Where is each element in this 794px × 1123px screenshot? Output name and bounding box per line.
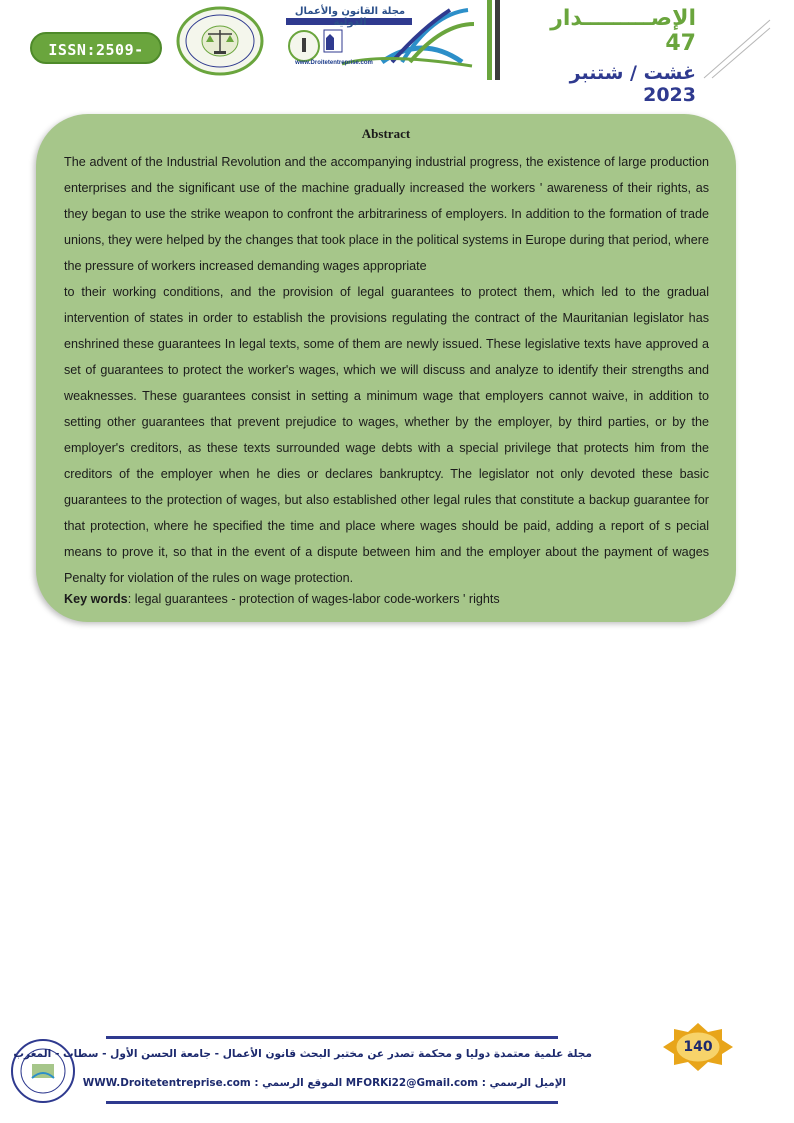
footer-contact-info: الإميل الرسمي : MFORKi22@Gmail.com الموقع الرسمي : WWW.Droitetentreprise.com bbox=[82, 1077, 566, 1089]
page-number: 140 bbox=[683, 1039, 713, 1055]
abstract-body bbox=[64, 149, 709, 591]
lab-seal-logo-icon bbox=[176, 6, 264, 76]
abstract-paragraph-1: The advent of the Industrial Revolution and the accompanying industrial progress, the existence of large production enterprises and the significant use of the machine gradually increased the workers ' awareness of their rights, as they began to use the strike weapon to confront the arbitrariness of employers. In addition to the formation of trade unions, they were helped by the changes that took place in the political systems in Europe during that period, where the pressure of workers increased demanding wages appropriate bbox=[64, 155, 709, 273]
dark-bar bbox=[495, 0, 500, 80]
issue-date: غشت / شتنبر 2023 bbox=[569, 62, 696, 106]
journal-url: www.Droitetentreprise.com bbox=[295, 60, 373, 66]
footer-rule-top bbox=[106, 1036, 558, 1039]
abstract-paragraph-2: to their working conditions, and the provision of legal guarantees to protect them, which led to the gradual intervention of states in order to establish the provisions regulating the contract of the Mauritanian legislator has enshrined these guarantees In legal texts, some of them are newly issued. These legislative texts have approved a set of guarantees to protect the worker's wages, which we will discuss and analyze to identify their strengths and weaknesses. These guarantees consist in setting a minimum wage that employers cannot waive, in addition to setting other guarantees that prevent prejudice to wages, whether by the employer, by third parties, or by the employer's creditors, as these texts surrounded wage debts with a special privilege that protects him from the creditors of the employer when he dies or declares bankruptcy. The legislator not only devoted these basic guarantees to the protection of wages, but also established other legal rules that constitute a backup guarantee for that protection, where he specified the time and place where wages should be paid, adding a report of s pecial means to prove it, so that in the event of a dispute between him and the employer about the payment of wages Penalty for violation of the rules on wage protection. bbox=[64, 285, 709, 585]
abstract-heading: Abstract bbox=[361, 126, 411, 141]
header-divider-bars bbox=[487, 0, 503, 80]
keywords-list: : legal guarantees - protection of wages-labor code-workers ' rights bbox=[127, 592, 500, 606]
keywords-line bbox=[64, 592, 709, 606]
footer-rule-bottom bbox=[106, 1101, 558, 1104]
decorative-diagonal-lines-icon bbox=[700, 18, 772, 80]
journal-title: مجلة القانون والأعمال الدولية bbox=[294, 6, 406, 28]
keywords-label: Key words bbox=[64, 592, 128, 606]
footer-journal-info: مجلة علمية معتمدة دوليا و محكمة تصدر عن مختبر البحث قانون الأعمال - جامعة الحسن الأول - سطات - المغرب bbox=[13, 1048, 592, 1060]
green-bar bbox=[487, 0, 492, 80]
issue-number: الإصـــــــــدار 47 bbox=[550, 6, 696, 56]
issn-badge: ISSN:2509-0291 bbox=[30, 32, 162, 64]
